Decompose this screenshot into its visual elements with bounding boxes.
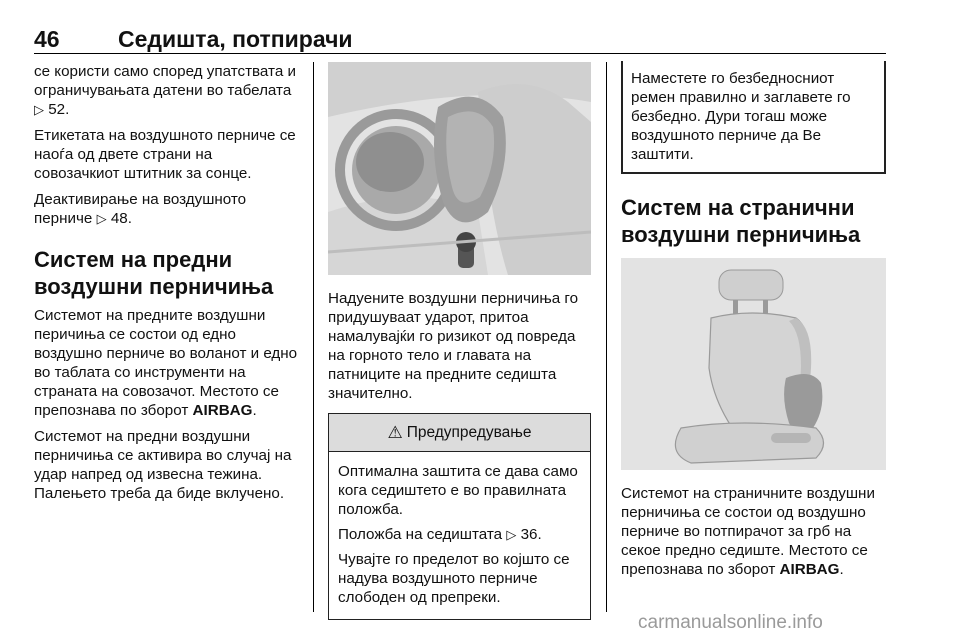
paragraph: Системот на страничните воздушни перничиња се состои од воздушно перниче во потпирачот за грб на секое предно седиште. Местото се препознава по зборот AIRBAG.	[621, 485, 875, 578]
xref-arrow-icon: ▷	[34, 102, 44, 117]
column-left	[34, 62, 298, 510]
paragraph: Системот на предните воздушни перичиња се состои од едно воздушно перниче во воланот и едно во таблата со инструменти на страната на совозачот. Местото се препознава по зборот AIRBAG.	[34, 307, 298, 419]
paragraph: Деактивирање на воздушното перниче ▷ 48.	[34, 191, 247, 227]
column-right	[621, 62, 886, 586]
column-divider	[606, 62, 607, 612]
warning-header	[329, 414, 590, 452]
paragraph: Етикетата на воздушното перниче се наоѓа од двете страни на совозачкиот штитник за сонце.	[34, 127, 296, 182]
xref-link[interactable]: 48.	[110, 210, 132, 227]
paragraph: Системот на предни воздушни перничиња се активира во случај на удар напред од извесна тежина. Палењето треба да биде вклучено.	[34, 428, 292, 502]
paragraph: Оптимална заштита се дава само кога седиштето е во правилната положба.	[338, 463, 578, 518]
paragraph: Наместете го безбедносниот ремен правилно и заглавете го безбедно. Дури тогаш може воздушното перниче да Ве заштити.	[631, 70, 851, 163]
xref-link[interactable]: 36.	[520, 526, 542, 543]
xref-link[interactable]: 52.	[48, 101, 70, 118]
watermark: carmanualsonline.info	[638, 612, 823, 633]
xref-arrow-icon: ▷	[506, 527, 517, 542]
warning-triangle-icon: ⚠	[387, 423, 403, 442]
warning-continuation-box	[621, 61, 886, 174]
paragraph: Чувајте го пределот во којшто се надува воздушното перниче слободен од препреки.	[338, 551, 570, 606]
header-rule	[34, 53, 886, 54]
warning-box	[328, 413, 591, 620]
column-divider	[313, 62, 314, 612]
xref-arrow-icon: ▷	[96, 211, 107, 226]
section-heading: Систем на странични воздушни перничиња	[621, 195, 861, 247]
airbag-label: AIRBAG	[192, 402, 253, 419]
page-number: 46	[34, 26, 60, 52]
paragraph: Положба на седиштата ▷ 36.	[338, 526, 542, 543]
side-airbag-seat-illustration	[621, 258, 886, 470]
paragraph: се користи само според упатствата и ограничувањата датени во табелата ▷ 52.	[34, 63, 296, 118]
figure-caption: Надуените воздушни перничиња го придушуваат ударот, притоа намалувајќи го ризикот од повреда на горното тело и главата на патниците на предните седишта значително.	[328, 290, 579, 402]
running-title: Седишта, потпирачи	[118, 26, 353, 52]
page-header	[34, 26, 886, 52]
warning-body	[329, 452, 590, 619]
section-heading: Систем на предни воздушни перничиња	[34, 247, 274, 299]
warning-title: Предупредување	[406, 424, 532, 441]
front-airbag-illustration	[328, 62, 591, 275]
column-middle	[328, 62, 591, 620]
airbag-label: AIRBAG	[779, 561, 840, 578]
